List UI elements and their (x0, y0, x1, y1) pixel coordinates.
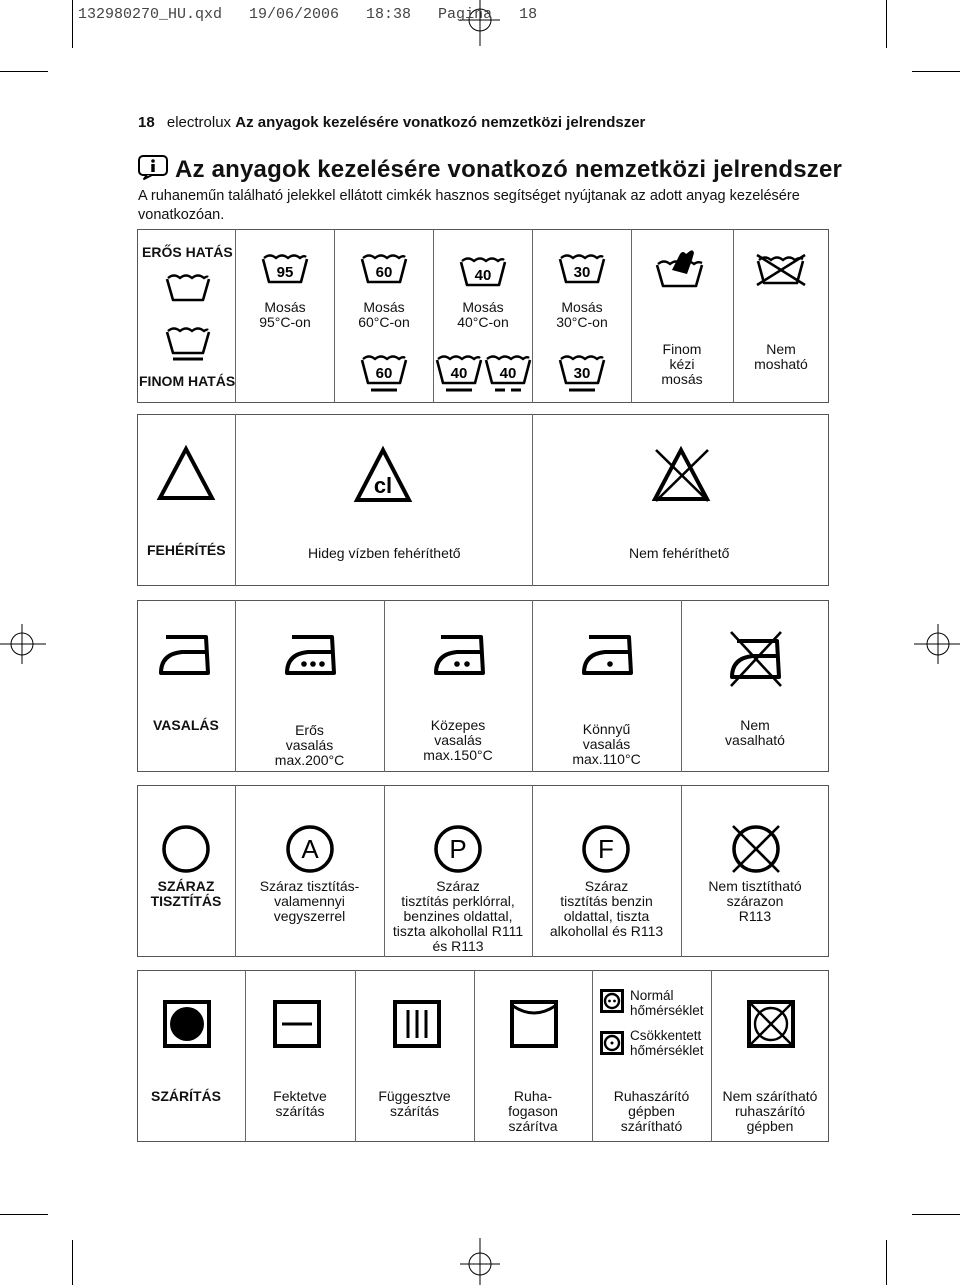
iron-high-label: Erős vasalás max.200°C (274, 722, 345, 768)
no-bleach-label: Nem fehéríthető (629, 545, 730, 561)
registration-mark-icon (914, 618, 960, 670)
wash-60-icon (361, 252, 407, 284)
registration-mark-icon (454, 1238, 506, 1285)
wash-60-label: Mosás 60°C-on (358, 299, 410, 330)
no-wash-icon (755, 253, 807, 287)
crop-mark (72, 0, 73, 48)
wash-40-label: Mosás 40°C-on (457, 299, 509, 330)
svg-text:P: P (449, 834, 467, 864)
dry-clean-p-icon (433, 824, 483, 874)
wash-60-delicate-icon (361, 353, 407, 393)
tumble-dry-label: Ruhaszárító gépben szárítható (613, 1088, 690, 1134)
wash-95-icon (262, 252, 308, 284)
no-bleach-icon (650, 446, 712, 504)
crop-mark (0, 1214, 48, 1215)
tumble-dry-icon (163, 1000, 211, 1048)
svg-text:30: 30 (573, 365, 591, 382)
crop-mark (886, 1240, 887, 1285)
drip-dry-icon (393, 1000, 441, 1048)
line-dry-label: Ruha- fogason szárítva (508, 1088, 558, 1134)
iron-high-icon (284, 634, 338, 676)
chlorine-bleach-icon (354, 447, 412, 503)
page-number: 18 (138, 114, 155, 131)
crop-mark (886, 0, 887, 48)
bleaching-heading: FEHÉRÍTÉS (147, 542, 226, 558)
bleach-triangle-icon (157, 446, 215, 501)
dryer-normal-icon (600, 989, 624, 1013)
dryer-reduced-icon (600, 1031, 624, 1055)
dry-clean-f-label: Száraz tisztítás benzin oldattal, tiszta alkohollal és R113 (549, 878, 664, 939)
iron-icon (158, 634, 212, 676)
wash-40-icon (460, 255, 506, 287)
wash-40-very-delicate-icon (485, 353, 531, 393)
no-tumble-dry-label: Nem szárítható ruhaszárító gépben (722, 1088, 818, 1134)
wash-40-delicate-icon (436, 353, 482, 393)
brand-name: electrolux (166, 114, 232, 131)
no-tumble-dry-icon (745, 998, 797, 1050)
dry-flat-icon (273, 1000, 321, 1048)
line-dry-icon (510, 1000, 558, 1048)
no-wash-label: Nem mosható (754, 341, 808, 372)
svg-text:95: 95 (276, 264, 294, 281)
file-slug: 132980270_HU.qxd 19/06/2006 18:38 Pagina 18 (78, 6, 538, 23)
iron-low-icon (581, 634, 635, 676)
dry-clean-f-icon (581, 824, 631, 874)
svg-text:cl: cl (373, 473, 393, 498)
page-title: Az anyagok kezelésére vonatkozó nemzetközi jelrendszer (175, 156, 843, 183)
iron-medium-label: Közepes vasalás max.150°C (423, 717, 493, 763)
dry-cleaning-heading: SZÁRAZ TISZTÍTÁS (150, 878, 222, 909)
dryer-reduced-label: Csökkentett hőmérséklet (630, 1028, 704, 1058)
drying-heading: SZÁRÍTÁS (151, 1088, 221, 1104)
dryer-normal-label: Normál hőmérséklet (630, 988, 704, 1018)
no-iron-icon (727, 630, 785, 688)
no-dry-clean-label: Nem tisztítható szárazon R113 (708, 878, 802, 924)
svg-text:40: 40 (474, 267, 492, 284)
dry-clean-a-label: Száraz tisztítás- valamennyi vegyszerrel (259, 878, 360, 924)
svg-text:A: A (301, 834, 319, 864)
no-iron-label: Nem vasalható (725, 717, 785, 748)
wash-95-label: Mosás 95°C-on (259, 299, 311, 330)
svg-text:60: 60 (375, 264, 393, 281)
intro-text: A ruhaneműn található jelekkel ellátott cimkék hasznos segítséget nyújtanak az adott anyag kezelésére vonatkozóan. (138, 188, 800, 223)
strong-action-label: ERŐS HATÁS (142, 244, 233, 260)
no-dry-clean-icon (729, 822, 783, 876)
dry-clean-circle-icon (161, 824, 211, 874)
crop-mark (72, 1240, 73, 1285)
crop-mark (912, 1214, 960, 1215)
iron-low-label: Könnyű vasalás max.110°C (572, 721, 641, 767)
svg-text:60: 60 (375, 365, 393, 382)
wash-30-label: Mosás 30°C-on (556, 299, 608, 330)
running-title: Az anyagok kezelésére vonatkozó nemzetközi jelrendszer (235, 114, 646, 131)
svg-text:F: F (598, 834, 614, 864)
wash-30-icon (559, 252, 605, 284)
dry-clean-p-label: Száraz tisztítás perklórral, benzines oldattal, tiszta alkohollal R111 és R113 (392, 878, 524, 954)
registration-mark-icon (0, 618, 46, 670)
wash-tub-icon (166, 272, 210, 302)
drip-dry-label: Függesztve szárítás (378, 1088, 451, 1119)
dry-clean-a-icon (285, 824, 335, 874)
cold-bleach-label: Hideg vízben fehéríthető (308, 545, 461, 561)
running-header (138, 114, 645, 131)
info-icon (138, 155, 168, 179)
crop-mark (0, 71, 48, 72)
svg-text:40: 40 (499, 365, 517, 382)
dry-flat-label: Fektetve szárítás (273, 1088, 327, 1119)
wash-30-delicate-icon (559, 353, 605, 393)
iron-medium-icon (433, 634, 487, 676)
svg-text:30: 30 (573, 264, 591, 281)
crop-mark (912, 71, 960, 72)
delicate-wash-tub-icon (166, 325, 210, 365)
ironing-heading: VASALÁS (153, 717, 219, 733)
hand-wash-label: Finom kézi mosás (661, 341, 703, 387)
delicate-action-label: FINOM HATÁS (139, 373, 236, 389)
hand-wash-icon (656, 248, 706, 290)
svg-text:40: 40 (450, 365, 468, 382)
